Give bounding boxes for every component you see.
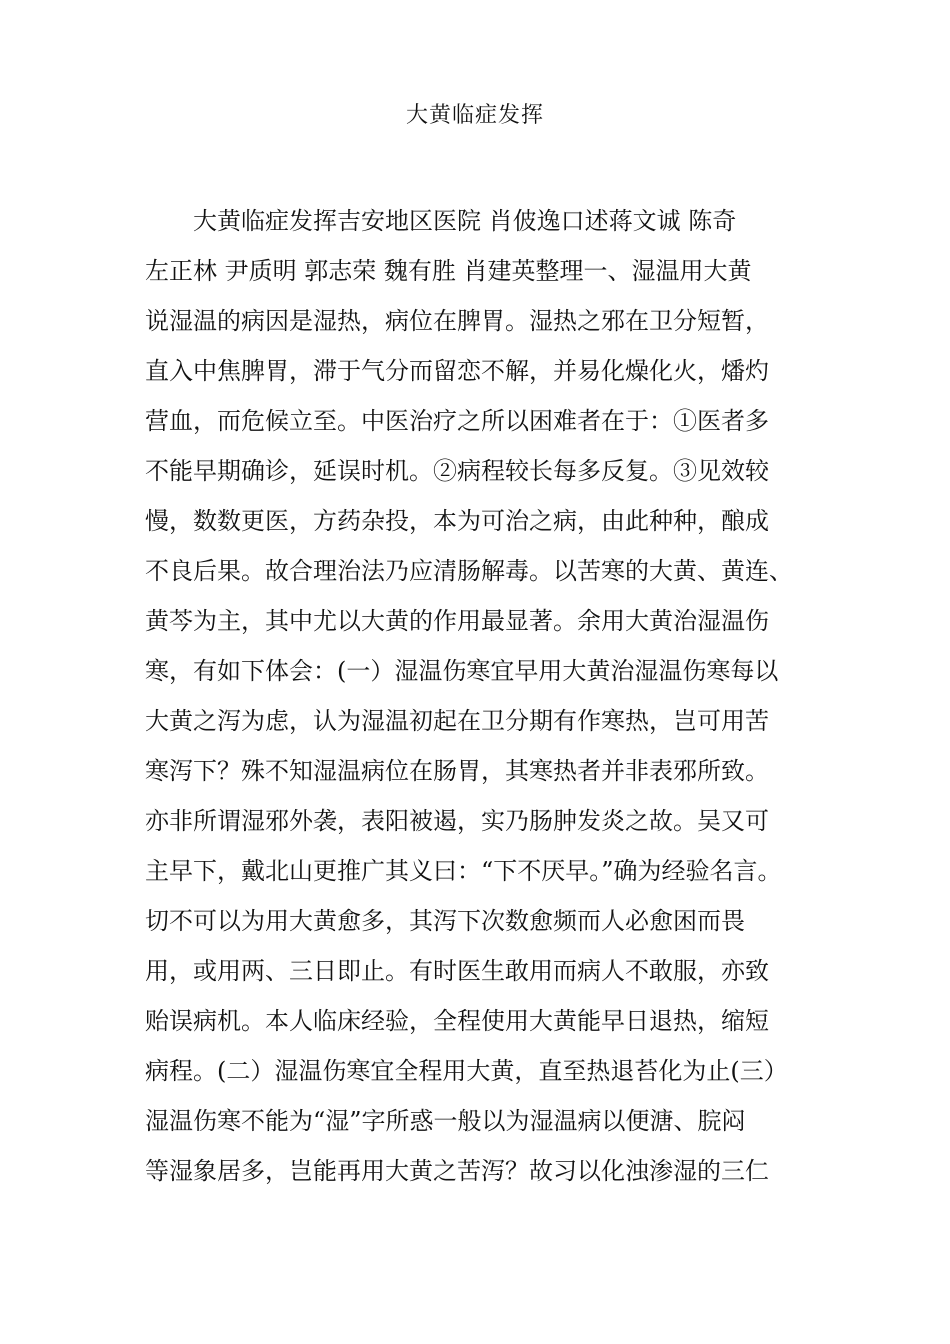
text-line: 大黄临症发挥吉安地区医院 肖佊逸口述蒋文诚 陈奇 [193, 207, 737, 235]
document-title: 大黄临症发挥 [405, 103, 544, 128]
text-line: 用，或用两、三日即止。有时医生敢用而病人不敢服，亦致 [145, 957, 769, 985]
text-line: 寒泻下？殊不知湿温病位在肠胃，其寒热者并非表邪所致。 [145, 757, 769, 785]
text-line: 亦非所谓湿邪外袭，表阳被遏，实乃肠肿发炎之故。吴又可 [145, 807, 769, 835]
text-line: 说湿温的病因是湿热，病位在脾胃。湿热之邪在卫分短暂， [145, 307, 769, 335]
text-line: 营血，而危候立至。中医治疗之所以困难者在于：①医者多 [145, 407, 769, 435]
text-line: 黄芩为主，其中尤以大黄的作用最显著。余用大黄治湿温伤 [145, 607, 769, 635]
document-body [145, 196, 810, 1196]
text-line: 寒，有如下体会：(一）湿温伤寒宜早用大黄治湿温伤寒每以 [145, 657, 779, 685]
text-line: 切不可以为用大黄愈多，其泻下次数愈频而人必愈困而畏 [145, 907, 745, 935]
text-line: 大黄之泻为虑，认为湿温初起在卫分期有作寒热，岂可用苦 [145, 707, 769, 735]
text-line: 贻误病机。本人临床经验，全程使用大黄能早日退热，缩短 [145, 1007, 769, 1035]
text-line: 主早下，戴北山更推广其义曰：“下不厌早。”确为经验名言。 [145, 857, 782, 885]
text-line: 直入中焦脾胃，滞于气分而留恋不解，并易化燥化火，燔灼 [145, 357, 769, 385]
text-line: 不能早期确诊，延误时机。②病程较长每多反复。③见效较 [145, 457, 769, 485]
text-line: 左正林 尹质明 郭志荣 魏有胜 肖建英整理一、湿温用大黄 [145, 257, 752, 285]
text-line: 等湿象居多，岂能再用大黄之苦泻？故习以化浊渗湿的三仁 [145, 1157, 769, 1185]
text-line: 慢，数数更医，方药杂投，本为可治之病，由此种种，酿成 [145, 507, 769, 535]
text-line: 病程。(二）湿温伤寒宜全程用大黄，直至热退苔化为止(三） [145, 1057, 788, 1085]
text-line: 不良后果。故合理治法乃应清肠解毒。以苦寒的大黄、黄连、 [145, 557, 793, 585]
text-line: 湿温伤寒不能为“湿”字所惑一般以为湿温病以便溏、脘闷 [145, 1107, 746, 1135]
